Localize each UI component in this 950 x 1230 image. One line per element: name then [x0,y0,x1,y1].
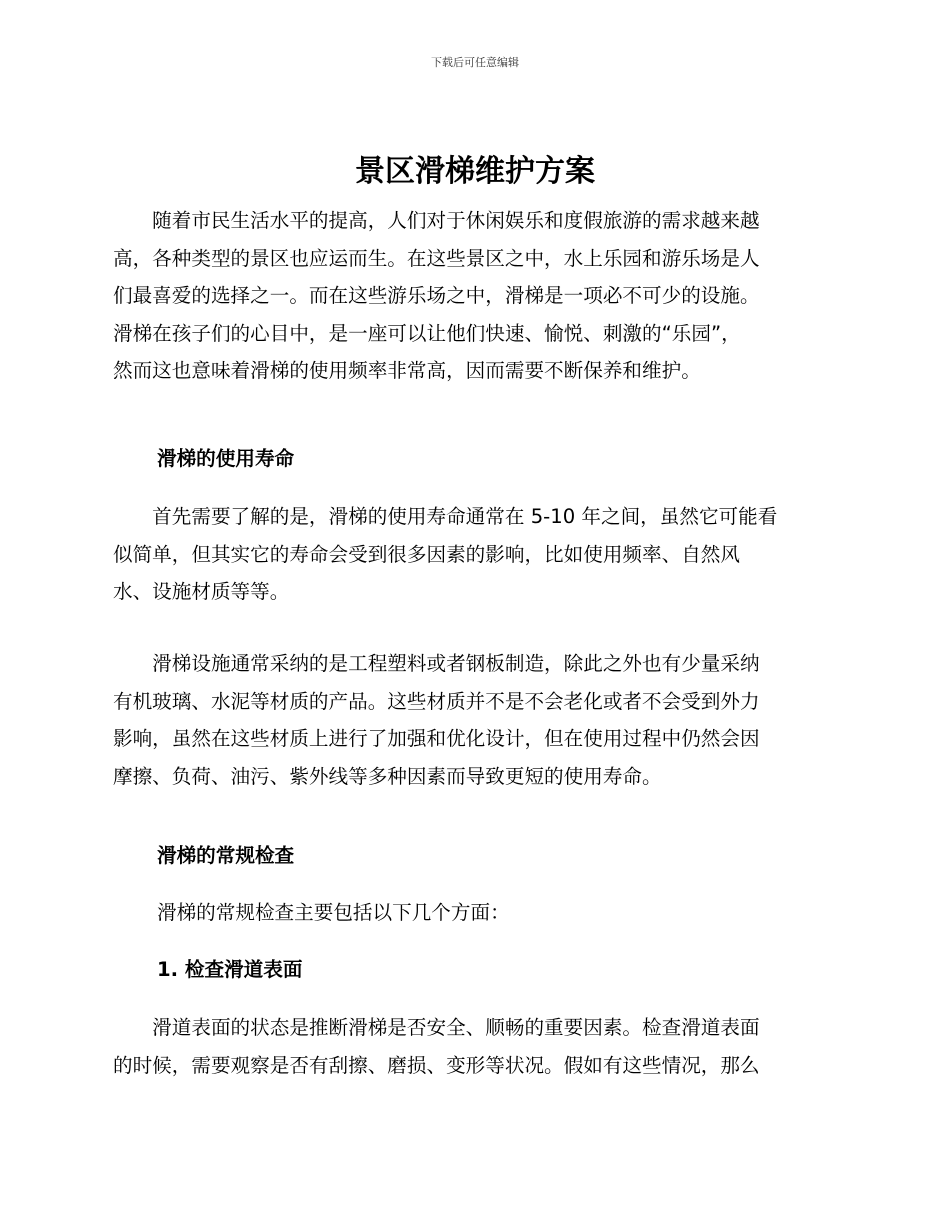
slide-surface-paragraph [113,1009,843,1084]
page-title: 景区滑梯维护方案 [355,154,595,189]
text-line: 水、设施材质等等。 [113,580,290,603]
text-line: 首先需要了解的是，滑梯的使用寿命通常在 5-10 年之间，虽然它可能看 [113,505,778,528]
text-line: 们最喜爱的选择之一。而在这些游乐场之中，滑梯是一项必不可少的设施。 [113,284,760,307]
text-line: 滑梯在孩子们的心目中，是一座可以让他们快速、愉悦、刺激的“乐园”， [113,321,741,345]
section-heading-inspection: 滑梯的常规检查 [157,844,295,867]
lifespan-paragraph-1 [113,498,843,611]
text-line: 的时候，需要观察是否有刮擦、磨损、变形等状况。假如有这些情况，那么 [113,1053,760,1077]
lifespan-paragraph-2 [113,645,843,795]
text-line: 然而这也意味着滑梯的使用频率非常高，因而需要不断保养和维护。 [113,359,701,382]
text-line: 摩擦、负荷、油污、紫外线等多种因素而导致更短的使用寿命。 [113,764,662,788]
item-heading-slide-surface: 1. 检查滑道表面 [157,958,303,981]
text-line: 滑梯设施通常采纳的是工程塑料或者钢板制造，除此之外也有少量采纳 [113,652,760,675]
intro-paragraph [113,202,843,390]
text-line: 随着市民生活水平的提高，人们对于休闲娱乐和度假旅游的需求越来越 [113,209,760,232]
header-note: 下载后可任意编辑 [431,56,519,69]
text-line: 影响，虽然在这些材质上进行了加强和优化设计，但在使用过程中仍然会因 [113,727,760,750]
section-heading-lifespan: 滑梯的使用寿命 [157,447,295,470]
text-line: 滑道表面的状态是推断滑梯是否安全、顺畅的重要因素。检查滑道表面 [113,1016,760,1039]
text-line: 似简单，但其实它的寿命会受到很多因素的影响，比如使用频率、自然风 [113,542,740,566]
inspection-intro-line: 滑梯的常规检查主要包括以下几个方面： [157,901,510,924]
text-line: 高，各种类型的景区也应运而生。在这些景区之中，水上乐园和游乐场是人 [113,246,760,270]
text-line: 有机玻璃、水泥等材质的产品。这些材质并不是不会老化或者不会受到外力 [113,689,760,713]
